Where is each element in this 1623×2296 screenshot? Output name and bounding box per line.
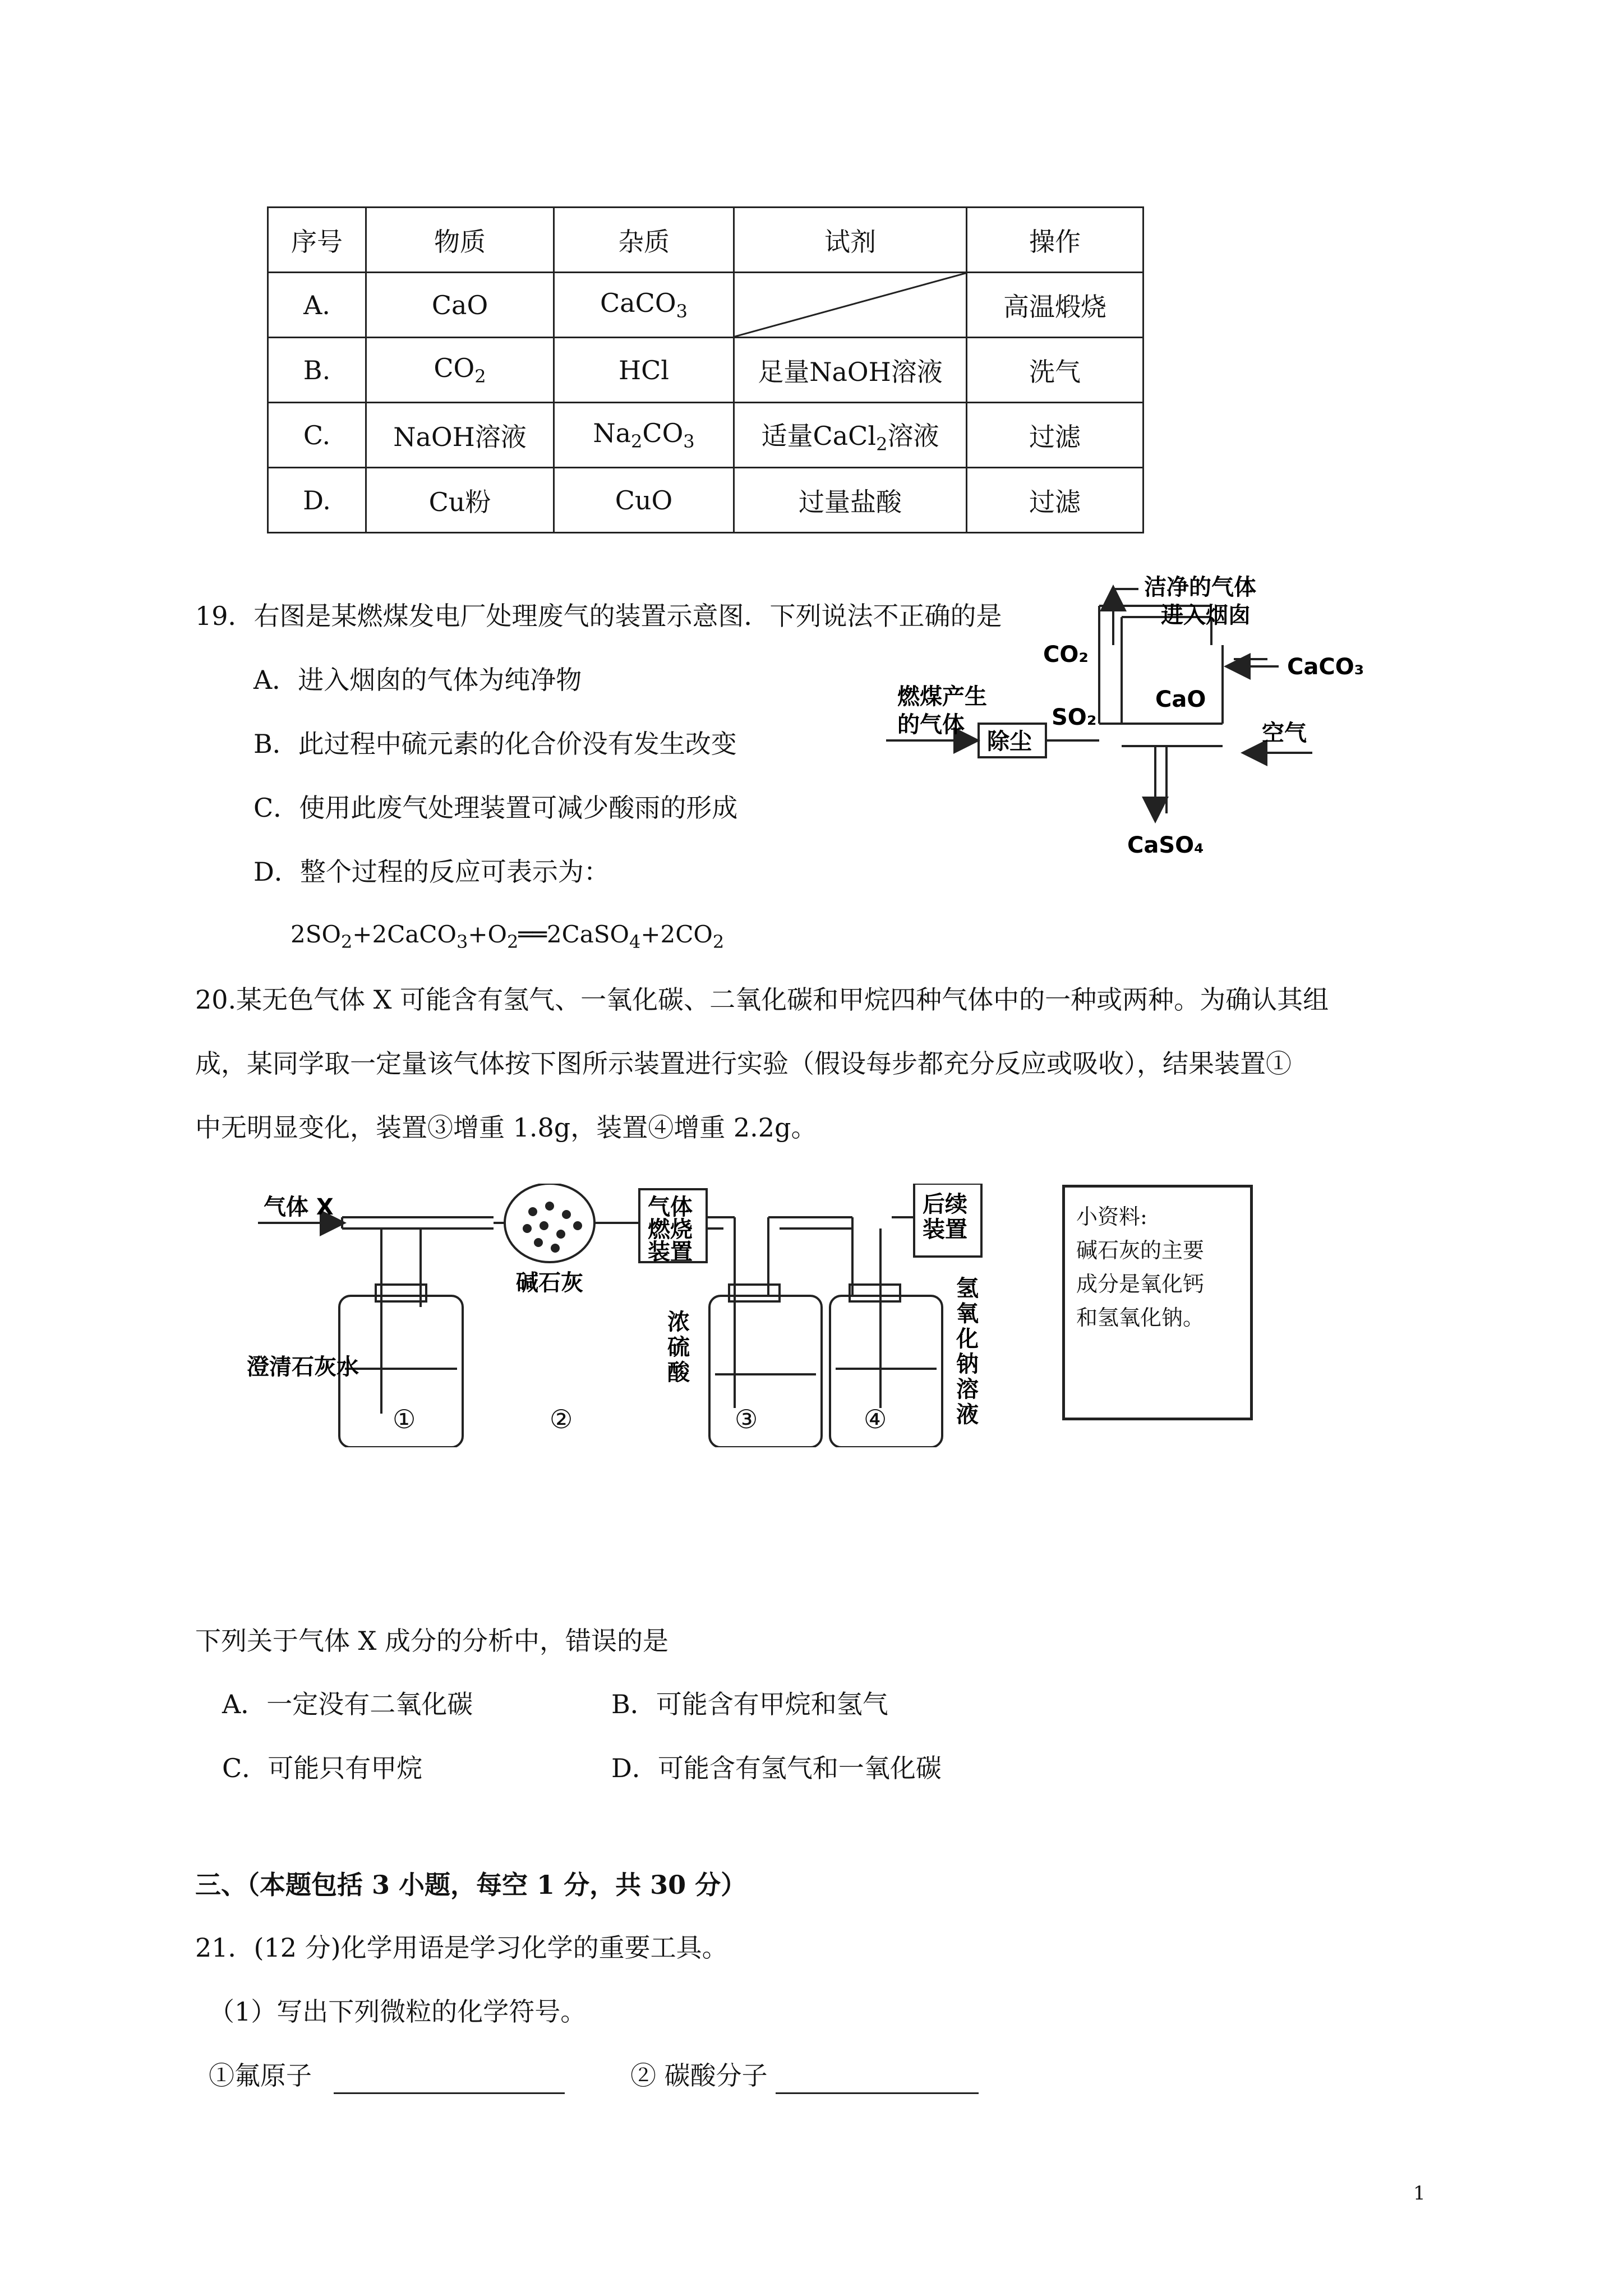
table-row [268,273,1144,338]
clean-gas-label: 洁净的气体 [1144,574,1256,600]
operation-cell: 过滤 [967,403,1144,468]
burner-label-3: 装置 [648,1239,693,1265]
note-line3: 和氢氧化钠。 [1076,1305,1205,1330]
row-id: B. [268,338,366,403]
substance-cell: Cu粉 [366,468,554,533]
q19-option-a: A．进入烟囱的气体为纯净物 [253,665,582,695]
dust-removal-label: 除尘 [987,729,1032,754]
row-id: A. [268,273,366,338]
answer-blank-2[interactable] [776,2059,979,2094]
naoh-label-6: 液 [956,1402,979,1428]
row-id: D. [268,468,366,533]
q21-item2: ② 碳酸分子 [630,2059,979,2094]
flue-gas-diagram [875,572,1380,864]
naoh-label-4: 钠 [956,1351,979,1377]
naoh-label-3: 化 [956,1326,979,1352]
q19-option-b: B．此过程中硫元素的化合价没有发生改变 [253,729,737,759]
so2-label: SO₂ [1052,705,1097,730]
impurity-cell: CuO [554,468,734,533]
table-row [268,403,1144,468]
q19-stem: 19．右图是某燃煤发电厂处理废气的装置示意图．下列说法不正确的是 [195,601,1002,631]
coal-gas-label-1: 燃煤产生 [897,684,987,710]
operation-cell: 高温煅烧 [967,273,1144,338]
apparatus-label-2: ② [550,1404,573,1434]
header-cell: 操作 [967,208,1144,273]
caso4-label: CaSO₄ [1127,832,1204,858]
impurity-cell: HCl [554,338,734,403]
reagent-cell-empty [734,273,967,338]
table-row [268,338,1144,403]
q20-option-b: B．可能含有甲烷和氢气 [611,1689,888,1719]
q20-line2: 成，某同学取一定量该气体按下图所示装置进行实验（假设每步都充分反应或吸收），结果装置① [195,1048,1292,1079]
caco3-label: CaCO₃ [1287,654,1364,680]
q20-question: 下列关于气体 X 成分的分析中，错误的是 [195,1626,668,1656]
cao-label: CaO [1155,687,1206,712]
reagent-cell: 过量盐酸 [734,468,967,533]
q19-option-c: C．使用此废气处理装置可减少酸雨的形成 [253,793,738,823]
q20-option-a: A．一定没有二氧化碳 [222,1689,473,1719]
operation-cell: 洗气 [967,338,1144,403]
header-cell: 序号 [268,208,366,273]
q20-option-c: C．可能只有甲烷 [222,1753,423,1783]
substance-cell: $CO_2$ [366,338,554,403]
soda-lime-label: 碱石灰 [516,1270,583,1296]
reagent-cell: 足量NaOH溶液 [734,338,967,403]
follow-label-2: 装置 [923,1217,967,1243]
header-cell: 杂质 [554,208,734,273]
apparatus-label-1: ① [393,1404,416,1434]
q21-sub1: （1）写出下列微粒的化学符号。 [209,1996,587,2027]
apparatus-diagram [247,1184,1032,1447]
section3-heading: 三、（本题包括 3 小题，每空 1 分，共 30 分） [195,1870,747,1900]
conc-acid-label-2: 硫 [667,1335,690,1360]
impurity-cell: CaCO$_3$ [554,273,734,338]
substance-cell: NaOH溶液 [366,403,554,468]
q20-line1: 20.某无色气体 X 可能含有氢气、一氧化碳、二氧化碳和甲烷四种气体中的一种或两种。为确认其组 [195,984,1329,1015]
note-line1: 碱石灰的主要 [1076,1238,1205,1263]
to-chimney-label: 进入烟囱 [1161,602,1251,628]
note-box [1062,1185,1253,1420]
q19-option-d: D．整个过程的反应可表示为： [253,857,610,887]
impurity-cell: $Na_2CO_3$ [554,403,734,468]
apparatus-label-3: ③ [735,1404,758,1434]
operation-cell: 过滤 [967,468,1144,533]
row-id: C. [268,403,366,468]
q21-stem: 21．(12 分)化学用语是学习化学的重要工具。 [195,1932,728,1963]
conc-acid-label-3: 酸 [667,1360,690,1386]
gas-x-label: 气体 X [264,1194,334,1220]
header-cell: 试剂 [734,208,967,273]
q19-equation: $2SO_2+2CaCO_3+O_2══2CaSO_4+2CO_2$ [291,921,725,953]
reagent-cell: 适量CaCl$_2$溶液 [734,403,967,468]
coal-gas-label-2: 的气体 [897,712,965,738]
co2-label: CO₂ [1043,642,1089,668]
burner-label-1: 气体 [648,1194,693,1220]
limewater-label: 澄清石灰水 [247,1354,359,1380]
substance-cell: CaO [366,273,554,338]
header-cell: 物质 [366,208,554,273]
page-number: 1 [1413,2182,1426,2205]
q21-item1: ①氟原子 [209,2059,565,2094]
note-title: 小资料: [1076,1204,1147,1229]
apparatus-label-4: ④ [864,1404,887,1434]
naoh-label-2: 氧 [956,1301,979,1327]
table-row [268,468,1144,533]
soda-lime-granules [523,1202,582,1253]
note-line2: 成分是氧化钙 [1076,1272,1205,1296]
naoh-label-5: 溶 [956,1377,979,1402]
air-label: 空气 [1262,720,1307,746]
conc-acid-label-1: 浓 [667,1309,690,1335]
naoh-label-1: 氢 [956,1276,979,1301]
follow-label-1: 后续 [923,1191,967,1217]
separation-table [267,206,1144,533]
q20-option-d: D．可能含有氢气和一氧化碳 [611,1753,942,1783]
q20-line3: 中无明显变化，装置③增重 1.8g，装置④增重 2.2g。 [195,1112,817,1143]
answer-blank-1[interactable] [334,2059,565,2094]
diagonal-line [735,273,966,337]
burner-label-2: 燃烧 [648,1217,693,1243]
